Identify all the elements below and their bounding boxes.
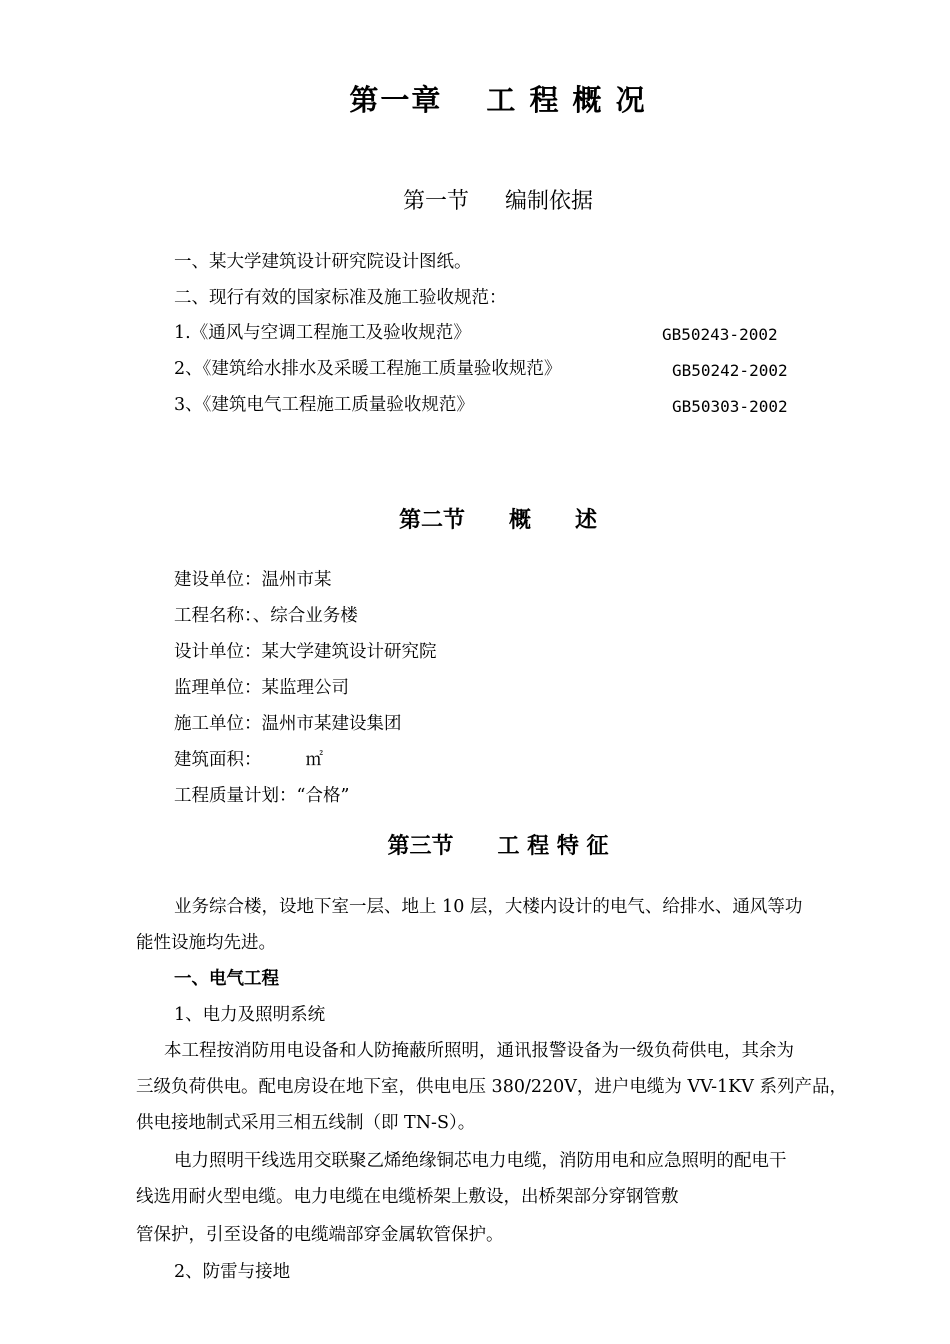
para1-line-2: 三级负荷供电。配电房设在地下室，供电电压 380/220V，进户电缆为 VV-1KV 系列产品， [136,1077,847,1097]
section1-item1: 一、某大学建筑设计研究院设计图纸。 [174,252,472,272]
sub-item-lightning-grounding: 2、防雷与接地 [174,1262,291,1282]
sub-item-power-lighting: 1、电力及照明系统 [174,1005,326,1025]
section1-heading [0,184,950,215]
field-row [174,676,349,700]
field-label: 监理单位： [174,678,262,698]
section1-item2: 二、现行有效的国家标准及施工验收规范： [174,288,507,308]
para2-line-3: 管保护，引至设备的电缆端部穿金属软管保护。 [136,1225,504,1245]
section3-number: 第三节 [387,834,454,859]
field-label: 建筑面积： [174,750,262,770]
field-label: 工程质量计划： [174,786,297,806]
standard-code-1: GB50243-2002 [662,325,778,344]
para1-line-1: 本工程按消防用电设备和人防掩蔽所照明，通讯报警设备为一级负荷供电，其余为 [164,1041,794,1061]
intro-line-2: 能性设施均先进。 [136,933,276,953]
standard-code-3: GB50303-2002 [672,397,788,416]
standard-name-1: 1.《通风与空调工程施工及验收规范》 [174,323,471,343]
field-value: 某监理公司 [261,678,349,698]
standard-name-3: 3、《建筑电气工程施工质量验收规范》 [174,395,474,415]
section2-title: 概 述 [509,508,598,533]
sub-heading-electrical: 一、电气工程 [174,969,279,989]
chapter-name: 工 程 概 况 [486,83,647,117]
field-row [174,604,358,628]
section3-heading [0,829,950,860]
field-value: 温州市某建设集团 [261,714,402,734]
field-row [174,568,332,592]
field-label: 建设单位： [174,570,262,590]
field-value: 、综合业务楼 [252,606,358,626]
para2-line-1: 电力照明干线选用交联聚乙烯绝缘铜芯电力电缆，消防用电和应急照明的配电干 [174,1151,787,1171]
section2-heading [0,503,950,534]
field-row [174,784,349,808]
section1-title: 编制依据 [505,189,594,214]
chapter-title [0,78,950,119]
field-value: ㎡ [305,750,323,770]
field-row [174,640,437,664]
field-row [174,748,323,772]
field-value: “合格” [296,786,350,806]
intro-line-1: 业务综合楼，设地下室一层、地上 10 层，大楼内设计的电气、给排水、通风等功 [174,897,803,917]
section1-number: 第一节 [402,189,469,214]
standard-code-2: GB50242-2002 [672,361,788,380]
para1-line-3: 供电接地制式采用三相五线制（即 TN-S）。 [136,1113,476,1133]
field-row [174,712,402,736]
field-label: 施工单位： [174,714,262,734]
field-label: 设计单位： [174,642,262,662]
chapter-number: 第一章 [349,83,443,117]
standard-name-2: 2、《建筑给水排水及采暖工程施工质量验收规范》 [174,359,562,379]
section2-number: 第二节 [398,508,465,533]
para2-line-2: 线选用耐火型电缆。电力电缆在电缆桥架上敷设，出桥架部分穿钢管敷 [136,1187,679,1207]
section3-title: 工 程 特 征 [497,834,609,859]
field-label: 工程名称： [174,606,253,626]
field-value: 温州市某 [261,570,332,590]
field-value: 某大学建筑设计研究院 [261,642,437,662]
